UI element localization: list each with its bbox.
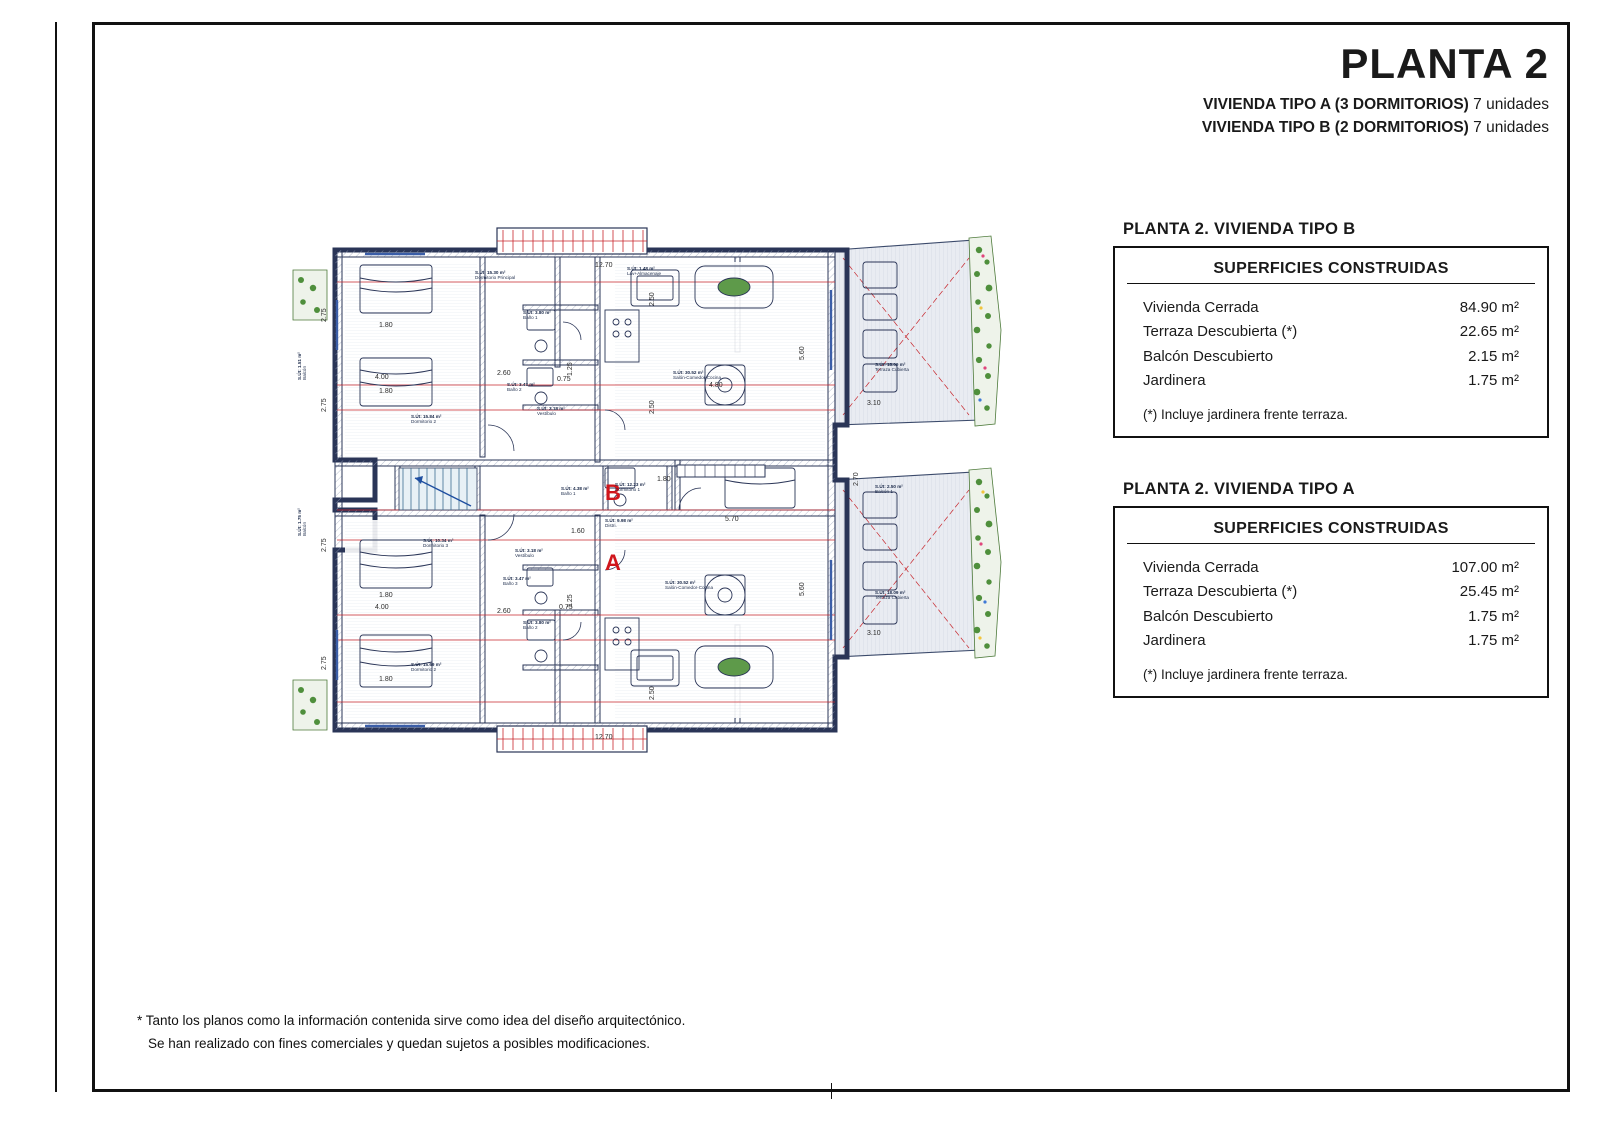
room-area: S.Út: 1.51 m² <box>297 352 302 380</box>
dimension-text: 4.00 <box>375 374 389 381</box>
area-table-type-b-title: PLANTA 2. VIVIENDA TIPO B <box>1113 220 1549 248</box>
room-area: S.Út: 18.09 m² <box>875 362 906 367</box>
room-name: Lav+Almacenaje <box>627 271 662 277</box>
disclaimer-line-1: * Tanto los planos como la información contenida sirve como idea del diseño arquitectónico. <box>137 1013 686 1029</box>
room-area: S.Út: 3.18 m² <box>537 406 565 411</box>
row-value: 1.75 m² <box>1468 371 1519 389</box>
room-name: Dormitorio 2 <box>411 667 437 673</box>
dimension-text: 1.80 <box>379 676 393 683</box>
dimension-text: 5.70 <box>725 516 739 523</box>
area-table-type-b-note: (*) Incluye jardinera frente terraza. <box>1143 407 1348 423</box>
room-name: Terraza Cubierta <box>875 367 909 373</box>
room-label <box>537 406 565 417</box>
room-label <box>615 482 645 493</box>
room-label <box>503 576 531 587</box>
room-area: S.Út: 15.69 m² <box>411 662 442 667</box>
dimension-text: 12.70 <box>595 734 613 741</box>
dimension-text: 1.60 <box>571 528 585 535</box>
room-area: S.Út: 2.50 m² <box>875 484 903 489</box>
room-name: Vestíbulo <box>515 553 534 559</box>
terrace-zones <box>835 240 987 657</box>
room-label <box>875 484 903 495</box>
dimension-text-vertical: 2.75 <box>321 308 328 322</box>
row-label: Vivienda Cerrada <box>1143 559 1259 576</box>
room-label <box>523 310 551 321</box>
room-label <box>411 414 441 425</box>
room-area: S.Út: 15.30 m² <box>475 270 506 275</box>
drawing-sheet <box>92 22 1570 1092</box>
room-area: S.Út: 9.98 m² <box>605 518 633 523</box>
unit-type-a-units: 7 unidades <box>1473 96 1549 113</box>
room-name: Baño 2 <box>523 625 538 631</box>
room-name: Baño 1 <box>523 315 538 321</box>
room-area: S.Út: 1.75 m² <box>297 508 302 536</box>
room-label <box>875 362 909 373</box>
unit-mark-a: A <box>605 550 621 575</box>
room-area: S.Út: 30.52 m² <box>673 370 704 375</box>
dimension-text: 4.80 <box>709 382 723 389</box>
table-row <box>1143 345 1519 369</box>
dimension-text: 3.10 <box>867 400 881 407</box>
row-value: 107.00 m² <box>1451 559 1519 576</box>
disclaimer-line-2: Se han realizado con fines comerciales y quedan sujetos a posibles modificaciones. <box>148 1035 651 1051</box>
dimension-text: 4.00 <box>375 604 389 611</box>
room-name: Balcón <box>302 365 308 380</box>
room-name: Dormitorio 2 <box>411 419 437 425</box>
room-label <box>523 620 551 631</box>
dimension-text: 1.80 <box>379 322 393 329</box>
staircase <box>399 468 477 510</box>
room-name: Salón-Comedor-Cocina <box>673 375 722 381</box>
unit-type-b-label: VIVIENDA TIPO B (2 DORMITORIOS) <box>1201 119 1469 137</box>
room-area: S.Út: 3.47 m² <box>503 576 531 581</box>
row-label: Jardinera <box>1143 371 1206 389</box>
dimension-text-vertical: 1.25 <box>567 594 574 608</box>
table-row <box>1143 296 1519 320</box>
room-label <box>665 580 713 591</box>
room-label <box>515 548 543 559</box>
unit-mark-b: B <box>605 480 621 505</box>
room-name: Baño 1 <box>561 491 576 497</box>
page-title: PLANTA 2 <box>1340 40 1549 87</box>
table-row <box>1143 580 1519 604</box>
row-label: Terraza Descubierta (*) <box>1143 583 1298 601</box>
row-value: 25.45 m² <box>1459 583 1519 601</box>
table-row <box>1143 369 1519 393</box>
room-area: S.Út: 10.34 m² <box>423 538 454 543</box>
room-name: Dormitorio 3 <box>423 543 449 549</box>
row-value: 2.15 m² <box>1468 347 1519 365</box>
row-label: Balcón Descubierto <box>1143 607 1274 625</box>
unit-type-a-label: VIVIENDA TIPO A (3 DORMITORIOS) <box>1203 96 1469 113</box>
row-value: 1.75 m² <box>1468 631 1519 649</box>
row-label: Balcón Descubierto <box>1143 347 1274 365</box>
dimension-text-vertical: 2.70 <box>853 472 860 486</box>
table-row <box>1143 605 1519 629</box>
room-area: S.Út: 3.80 m² <box>523 310 551 315</box>
dimension-text: 12.70 <box>595 262 613 269</box>
room-label <box>605 518 633 529</box>
room-label <box>673 370 721 381</box>
dimension-text-vertical: 2.50 <box>649 292 656 306</box>
dimension-text: 0.75 <box>559 604 573 611</box>
dimension-text: 3.10 <box>867 630 881 637</box>
unit-type-a-summary <box>989 93 1549 116</box>
table-row <box>1143 629 1519 653</box>
room-name: Balcón <box>302 521 308 536</box>
floor-plan-svg <box>275 210 1005 830</box>
room-label <box>627 266 661 277</box>
area-table-type-a-subtitle: SUPERFICIES CONSTRUIDAS <box>1115 508 1547 544</box>
room-label <box>297 508 308 536</box>
area-table-type-b-subtitle: SUPERFICIES CONSTRUIDAS <box>1115 248 1547 284</box>
room-label <box>875 590 909 601</box>
dimension-text: 2.60 <box>497 608 511 615</box>
row-value: 1.75 m² <box>1468 607 1519 625</box>
dimension-text: 1.80 <box>657 476 671 483</box>
room-label <box>561 486 589 497</box>
room-label <box>297 352 308 380</box>
room-name: Dormitorio Principal <box>475 275 516 281</box>
dimension-text-vertical: 5.60 <box>799 346 806 360</box>
room-name: Baño 3 <box>503 581 518 587</box>
room-name: Balcón 1 <box>875 489 893 495</box>
room-name: Dormitorio 1 <box>615 487 641 493</box>
dimension-text-vertical: 2.50 <box>649 400 656 414</box>
dimension-text-vertical: 2.75 <box>321 398 328 412</box>
unit-type-b-summary <box>989 116 1549 139</box>
area-table-type-a <box>1113 480 1549 698</box>
unit-type-b-units: 7 unidades <box>1473 119 1549 137</box>
room-area: S.Út: 4.38 m² <box>561 486 589 491</box>
sheet-left-margin <box>55 22 92 1092</box>
table-row <box>1143 556 1519 580</box>
dimension-text-vertical: 1.25 <box>567 362 574 376</box>
room-area: S.Út: 30.52 m² <box>665 580 696 585</box>
row-label: Terraza Descubierta (*) <box>1143 323 1298 341</box>
sheet-bottom-tick <box>831 1083 832 1099</box>
room-area: S.Út: 18.09 m² <box>875 590 906 595</box>
room-name: Salón-Comedor-Cocina <box>665 585 714 591</box>
room-name: Vestíbulo <box>537 411 556 417</box>
floor-plan-drawing <box>275 210 1005 830</box>
room-label <box>507 382 535 393</box>
area-table-type-a-title: PLANTA 2. VIVIENDA TIPO A <box>1113 480 1549 508</box>
disclaimer-note <box>137 1010 685 1055</box>
row-value: 84.90 m² <box>1459 299 1519 316</box>
dimension-text-vertical: 2.75 <box>321 656 328 670</box>
dimension-text-vertical: 2.75 <box>321 538 328 552</box>
room-name: Terraza Cubierta <box>875 595 909 601</box>
dimension-text: 2.60 <box>497 370 511 377</box>
sheet-title-block <box>989 40 1549 140</box>
area-table-type-a-note: (*) Incluye jardinera frente terraza. <box>1143 667 1348 683</box>
room-area: S.Út: 12.23 m² <box>615 482 646 487</box>
row-label: Vivienda Cerrada <box>1143 299 1259 316</box>
room-label <box>411 662 441 673</box>
room-area: S.Út: 1.48 m² <box>627 266 655 271</box>
area-table-type-b <box>1113 220 1549 438</box>
room-label <box>423 538 453 549</box>
dimension-text-vertical: 5.60 <box>799 582 806 596</box>
room-area: S.Út: 15.84 m² <box>411 414 442 419</box>
row-value: 22.65 m² <box>1459 323 1519 341</box>
dimension-text: 1.80 <box>379 388 393 395</box>
room-label <box>475 270 515 281</box>
row-label: Jardinera <box>1143 631 1206 649</box>
dimension-text: 0.75 <box>557 376 571 383</box>
table-row <box>1143 320 1519 344</box>
dimension-text-vertical: 2.50 <box>649 686 656 700</box>
room-area: S.Út: 3.47 m² <box>507 382 535 387</box>
room-name: Baño 2 <box>507 387 522 393</box>
room-area: S.Út: 3.18 m² <box>515 548 543 553</box>
dimension-text: 1.80 <box>379 592 393 599</box>
room-area: S.Út: 3.80 m² <box>523 620 551 625</box>
room-name: Distri. <box>605 523 617 529</box>
